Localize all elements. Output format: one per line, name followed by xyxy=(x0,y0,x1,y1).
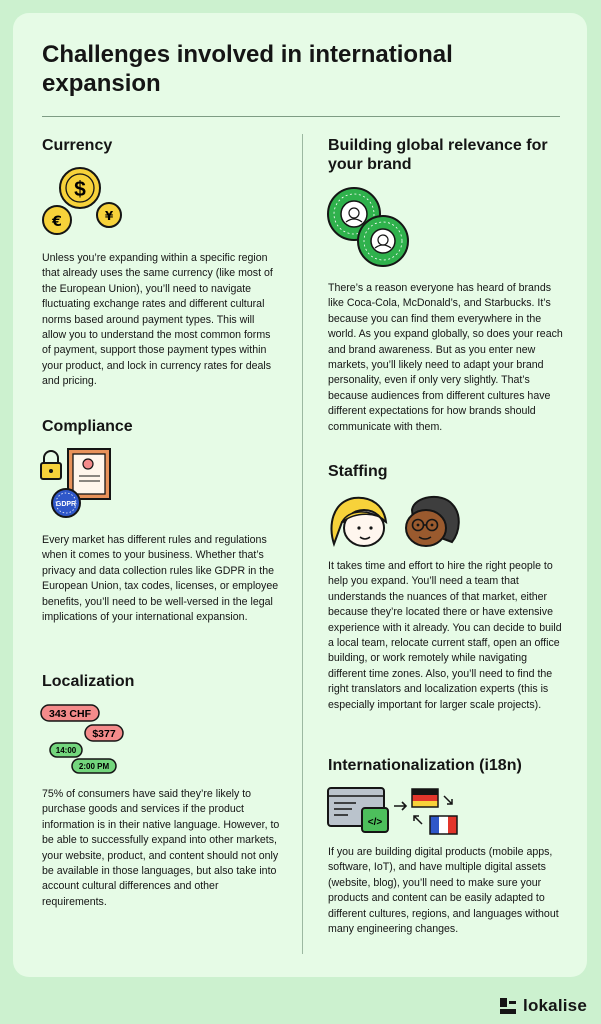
i18n-heading: Internationalization (i18n) xyxy=(328,757,522,774)
localization-heading: Localization xyxy=(42,673,135,690)
lokalise-logo xyxy=(499,996,587,1016)
svg-text:€: € xyxy=(52,214,62,230)
staffing-heading: Staffing xyxy=(328,463,388,480)
i18n-body: If you are building digital products (mobile apps, software, IoT), and have multiple digital assets (website, blog), you’ll need to make sure your products and content can be easily adapted to different cultures, regions, and languages without many engineering changes. xyxy=(328,846,559,936)
brand-heading: Building global relevance for your brand xyxy=(328,137,548,173)
code-flags-icon xyxy=(326,786,462,838)
compliance-icon xyxy=(40,447,116,527)
logo-text: lokalise xyxy=(523,996,587,1015)
people-icon xyxy=(328,492,464,550)
compliance-heading: Compliance xyxy=(42,418,133,435)
currency-body: Unless you’re expanding within a specific region that already uses the same currency (like most of the European Union), you’ll need to navigate fluctuating exchange rates and different cultural norms based around payment types. This will allow you to understand the most common forms of payment, support those payment types within your product, and lock in currency rates for deals and pricing. xyxy=(42,252,273,388)
tag-chf: 343 CHF xyxy=(48,708,92,720)
compliance-body: Every market has different rules and regulations when it comes to your business. Whether that’s privacy and data collection rules like GDPR in the European Union, tax codes, licenses, or employee benefits, you’ll need to be well-versed in the legal implications of your international expansion. xyxy=(42,534,279,624)
gdpr-badge-text: GDPR xyxy=(55,501,77,508)
column-divider xyxy=(302,134,303,954)
localization-body: 75% of consumers have said they’re likely to purchase goods and services if the product information is in their native language. However, to be able to successfully expand into other markets, your website, product, and content should not only be available in those languages, but also take into account cultural differences and other requirements. xyxy=(42,788,280,908)
localization-icon xyxy=(40,703,140,775)
lokalise-logo-icon xyxy=(499,997,517,1015)
tag-time-12h: 2:00 PM xyxy=(78,762,110,771)
title-divider xyxy=(42,116,560,117)
coffee-cups-icon xyxy=(326,186,412,270)
tag-usd: $377 xyxy=(92,728,116,740)
page-title: Challenges involved in international expansion xyxy=(42,41,453,97)
currency-heading: Currency xyxy=(42,137,113,154)
tag-time-24h: 14:00 xyxy=(55,746,77,755)
svg-text:$: $ xyxy=(74,178,86,201)
staffing-body: It takes time and effort to hire the right people to help you expand. You’ll need a team that understands the nuances of that market, either because they’re located there or have extensive experience with it already. You can decide to build a local team, relocate current staff, open an office building, or work remotely while navigating different time zones. Also, you’ll need to find the right translators and localization experts (this is especially important for larger scale projects). xyxy=(328,560,562,711)
svg-text:¥: ¥ xyxy=(104,209,114,223)
brand-body: There’s a reason everyone has heard of brands like Coca-Cola, McDonald’s, and Starbucks. It’s because you can find them everywhere in the world. As you expand globally, so does your reach and brand awareness. But as you enter new markets, you’ll likely need to adapt your brand personality, even if only very slightly. That’s because audiences from different cultures have different expectations for how brands should communicate with them. xyxy=(328,282,563,433)
code-tag-text: </> xyxy=(367,817,383,828)
coins-icon xyxy=(40,166,130,238)
